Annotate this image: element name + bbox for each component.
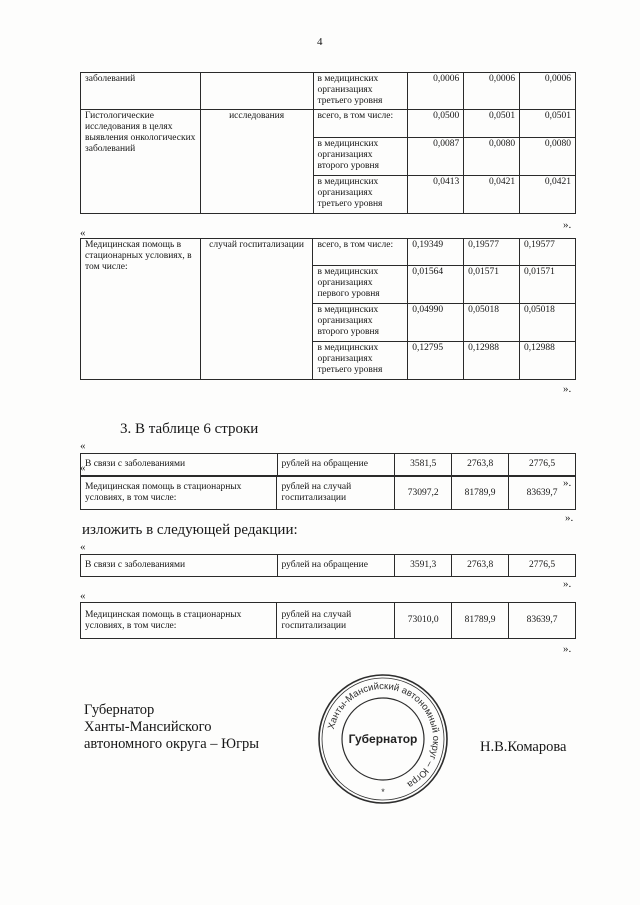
cell-value: 0,19577 xyxy=(520,239,576,266)
cell-value: 73010,0 xyxy=(395,603,452,639)
cell-unit: рублей на случай госпитализации xyxy=(277,477,395,510)
cell-value: 2763,8 xyxy=(452,555,509,577)
cell-value: 0,01571 xyxy=(520,266,576,304)
cell-value: 0,05018 xyxy=(520,304,576,342)
cell-unit: рублей на обращение xyxy=(277,555,395,577)
signature-title-line: Губернатор xyxy=(84,702,155,718)
table-row xyxy=(81,73,576,110)
cell-unit: случай госпитализации xyxy=(200,239,313,380)
cell-label: заболеваний xyxy=(81,73,201,110)
cell-value: 0,01564 xyxy=(408,266,464,304)
cell-value: 3581,5 xyxy=(395,454,452,476)
cell-value: 0,0006 xyxy=(464,73,520,110)
closing-quote: ». xyxy=(565,512,574,524)
cell-org: в медицинских организациях второго уровня xyxy=(313,304,408,342)
cell-value: 0,12988 xyxy=(520,342,576,380)
opening-quote: « xyxy=(80,227,86,239)
cell-value: 0,0006 xyxy=(520,73,576,110)
cell-label: Медицинская помощь в стационарных условиях, в том числе: xyxy=(81,603,277,639)
cell-value: 83639,7 xyxy=(509,477,576,510)
seal-ring-text: Ханты-Мансийский автономный округ – Югра xyxy=(326,680,442,790)
cell-value: 0,0501 xyxy=(520,110,576,138)
cell-unit: рублей на обращение xyxy=(277,454,395,476)
cell-value: 0,19349 xyxy=(408,239,464,266)
cell-org: всего, в том числе: xyxy=(313,239,408,266)
cell-value: 0,0413 xyxy=(408,176,464,214)
cell-value: 0,0080 xyxy=(520,138,576,176)
cell-value: 2776,5 xyxy=(509,454,576,476)
opening-quote: « xyxy=(80,440,86,452)
opening-quote: « xyxy=(80,541,86,553)
cell-label: В связи с заболеваниями xyxy=(81,555,278,577)
cell-value: 81789,9 xyxy=(452,603,509,639)
page-number: 4 xyxy=(317,36,323,48)
cell-value: 0,19577 xyxy=(464,239,520,266)
cell-value: 0,0087 xyxy=(408,138,464,176)
cell-value: 0,12795 xyxy=(408,342,464,380)
table-row xyxy=(81,110,576,138)
closing-quote: ». xyxy=(563,477,572,489)
edit-heading: изложить в следующей редакции: xyxy=(82,522,298,538)
table-row xyxy=(81,239,576,266)
opening-quote: « xyxy=(80,590,86,602)
cell-label: Гистологические исследования в целях выявления онкологических заболеваний xyxy=(81,110,201,214)
cell-label: Медицинская помощь в стационарных условиях, в том числе: xyxy=(81,239,201,380)
cell-value: 0,0501 xyxy=(464,110,520,138)
cell-org: в медицинских организациях первого уровня xyxy=(313,266,408,304)
closing-quote: ». xyxy=(563,643,572,655)
cell-value: 0,05018 xyxy=(464,304,520,342)
cell-value: 2763,8 xyxy=(452,454,509,476)
cell-value: 0,0421 xyxy=(464,176,520,214)
cell-label: Медицинская помощь в стационарных условиях, в том числе: xyxy=(81,477,277,510)
cell-label: В связи с заболеваниями xyxy=(81,454,278,476)
official-seal xyxy=(315,671,451,807)
cell-value: 83639,7 xyxy=(509,603,576,639)
closing-quote: ». xyxy=(563,578,572,590)
cell-value: 0,04990 xyxy=(408,304,464,342)
cell-org: всего, в том числе: xyxy=(313,110,408,138)
table-row-old-diseases xyxy=(80,453,576,476)
cell-value: 0,0080 xyxy=(464,138,520,176)
cell-value: 2776,5 xyxy=(509,555,576,577)
cell-value: 0,01571 xyxy=(464,266,520,304)
signatory-name: Н.В.Комарова xyxy=(480,739,567,755)
table-inpatient xyxy=(80,238,576,380)
cell-value: 81789,9 xyxy=(452,477,509,510)
table-row-old-inpatient xyxy=(80,476,576,510)
cell-org: в медицинских организациях второго уровня xyxy=(313,138,408,176)
closing-quote: ». xyxy=(563,383,572,395)
cell-org: в медицинских организациях третьего уровня xyxy=(313,73,408,110)
signature-block xyxy=(84,702,259,753)
cell-value: 0,0500 xyxy=(408,110,464,138)
cell-value: 0,0006 xyxy=(408,73,464,110)
section-heading: 3. В таблице 6 строки xyxy=(120,421,259,437)
table-row-new-inpatient xyxy=(80,602,576,639)
cell-org: в медицинских организациях третьего уровня xyxy=(313,342,408,380)
cell-value: 0,0421 xyxy=(520,176,576,214)
cell-value: 73097,2 xyxy=(395,477,452,510)
seal-center-text: Губернатор xyxy=(348,732,418,746)
cell-unit: рублей на случай госпитализации xyxy=(277,603,395,639)
signature-title-line: автономного округа – Югры xyxy=(84,736,260,752)
cell-unit xyxy=(200,73,313,110)
signature-title-line: Ханты-Мансийского xyxy=(84,719,212,735)
cell-value: 3591,3 xyxy=(395,555,452,577)
cell-value: 0,12988 xyxy=(464,342,520,380)
closing-quote: ». xyxy=(563,219,572,231)
opening-quote: « xyxy=(80,462,86,474)
seal-star: * xyxy=(381,787,385,797)
cell-unit: исследования xyxy=(200,110,313,214)
cell-org: в медицинских организациях третьего уровня xyxy=(313,176,408,214)
table-histology xyxy=(80,72,576,214)
table-row-new-diseases xyxy=(80,554,576,577)
